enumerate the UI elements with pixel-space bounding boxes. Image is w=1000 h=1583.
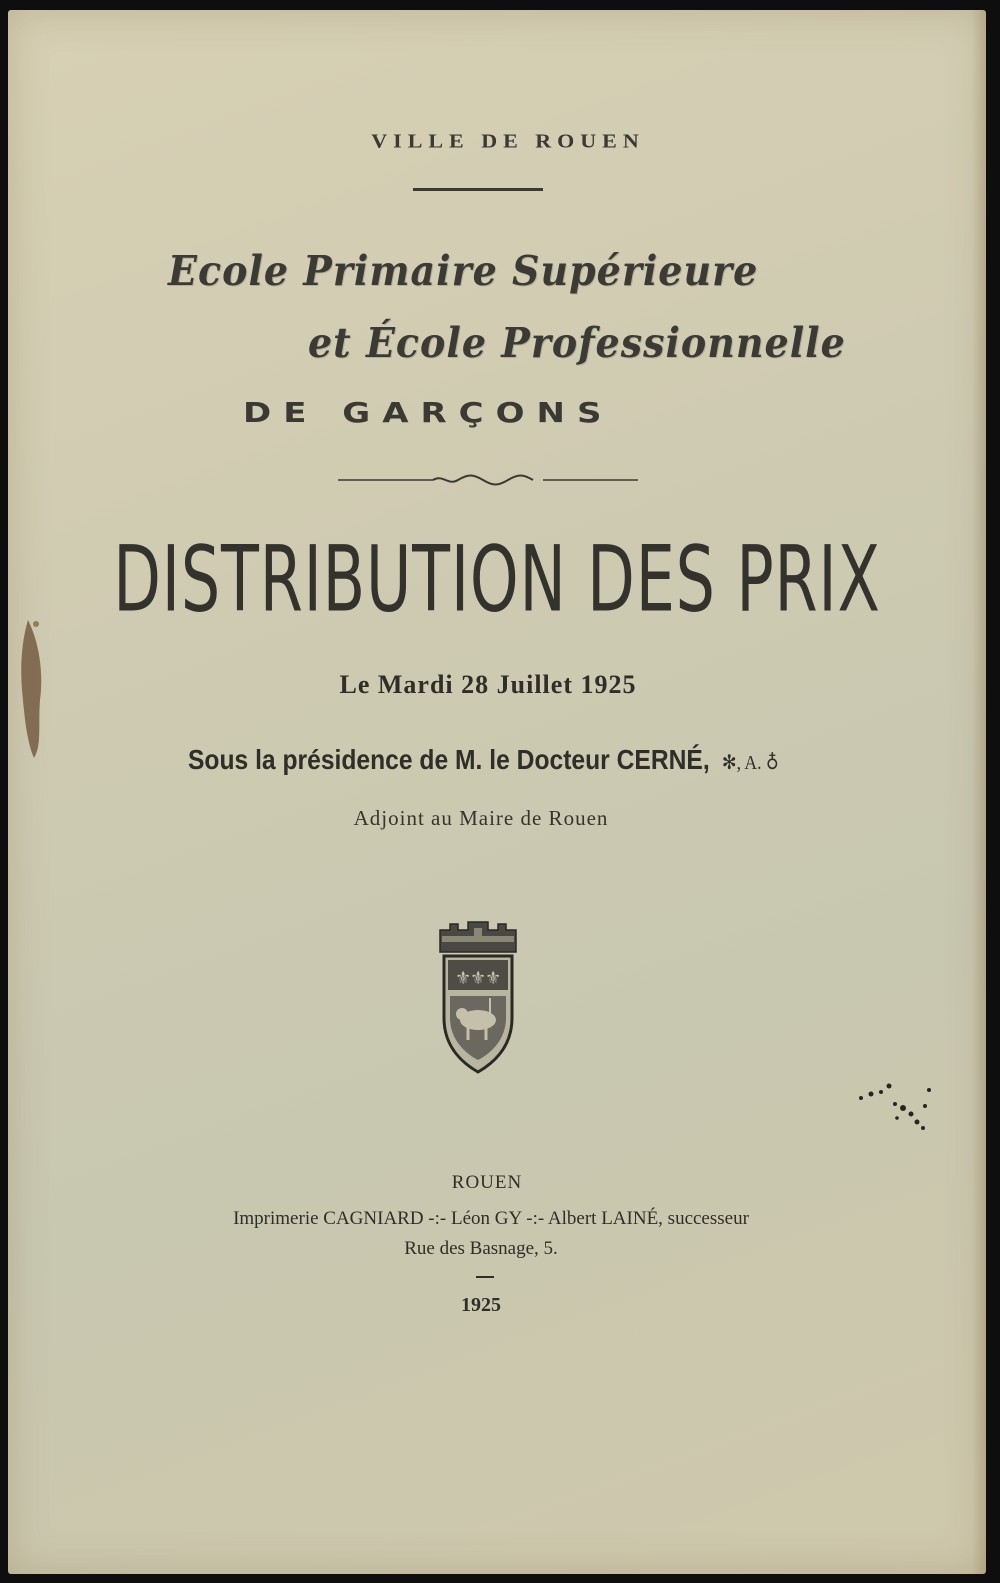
imprint-year: 1925	[461, 1294, 501, 1316]
event-date: Le Mardi 28 Juillet 1925	[339, 670, 637, 699]
city-header: VILLE DE ROUEN	[371, 129, 645, 152]
imprint-address: Rue des Basnage, 5.	[404, 1238, 558, 1259]
ink-specks	[853, 1078, 943, 1158]
presidence-line	[188, 744, 779, 776]
svg-text:⚜: ⚜	[470, 968, 487, 989]
divider-rule	[413, 188, 543, 191]
svg-text:⚜: ⚜	[455, 968, 472, 989]
imprint-city: ROUEN	[451, 1172, 523, 1193]
svg-text:⚜: ⚜	[485, 968, 502, 989]
short-divider	[476, 1276, 494, 1278]
decorations-text: ✻, A. ♁	[721, 752, 779, 774]
page-title: DISTRIBUTION DES PRIX	[113, 526, 881, 632]
rouen-coat-of-arms-icon	[428, 918, 528, 1078]
school-name-line1: Ecole Primaire Supérieure	[168, 246, 759, 295]
ornament-divider-icon	[338, 472, 638, 488]
school-name-line2: et École Professionnelle	[308, 318, 846, 367]
document-page	[8, 10, 986, 1574]
school-name-line3: DE GARÇONS	[243, 397, 614, 429]
presidence-text: Sous la présidence de M. le Docteur CERNÉ,	[188, 744, 710, 775]
imprint-printer: Imprimerie CAGNIARD -:- Léon GY -:- Albert LAINÉ, successeur	[233, 1208, 749, 1229]
presidence-role: Adjoint au Maire de Rouen	[353, 806, 609, 830]
